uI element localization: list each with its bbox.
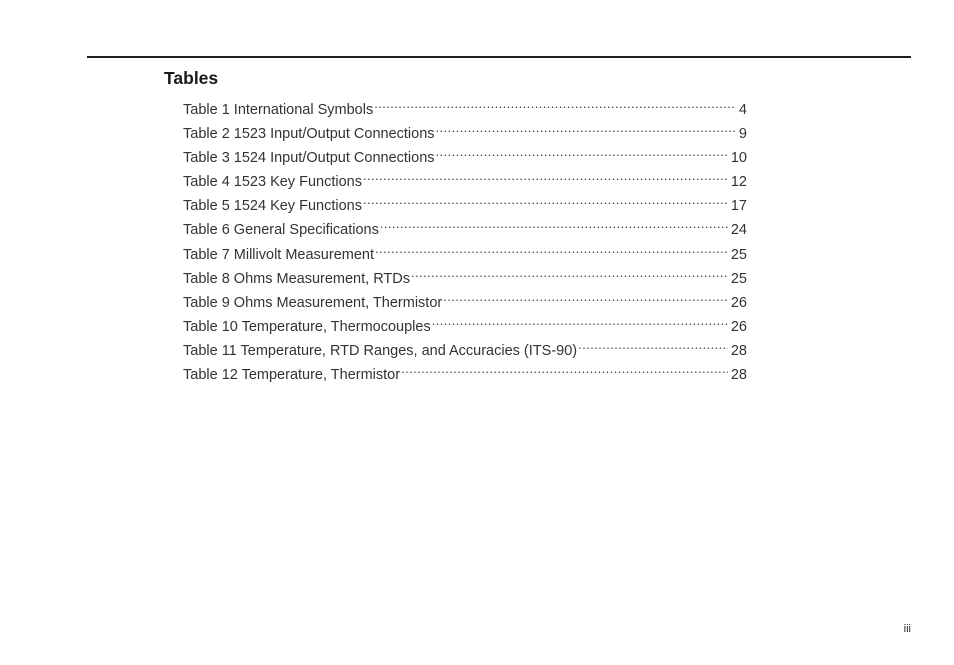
toc-entry-page: 25 [730,270,747,287]
page-number: iii [903,623,911,635]
toc-entry[interactable] [183,190,747,214]
dot-leader [401,359,728,379]
dot-leader [436,142,728,162]
toc-entry-title: Table 12 Temperature, Thermistor [183,367,401,384]
toc-entry-page: 10 [730,150,747,167]
toc-entry-page: 24 [730,222,747,239]
dot-leader [578,335,728,355]
toc-entry-title: Table 1 International Symbols [183,102,374,118]
toc-entry-title: Table 5 1524 Key Functions [183,198,362,215]
toc-entry-title: Table 6 General Specifications [183,222,379,239]
toc-entry-page: 9 [738,126,747,143]
toc-entry-title: Table 8 Ohms Measurement, RTDs [183,270,410,287]
toc-entry-title: Table 9 Ohms Measurement, Thermistor [183,294,443,311]
dot-leader [375,239,728,259]
toc-entry-page: 12 [730,174,747,191]
dot-leader [411,263,728,283]
toc-entry[interactable] [183,263,747,287]
toc-entry-title: Table 11 Temperature, RTD Ranges, and Accuracies (ITS-90) [183,342,578,359]
toc-entry-page: 26 [730,318,747,335]
toc-entry-title: Table 4 1523 Key Functions [183,174,362,191]
toc-entry[interactable] [183,94,747,118]
toc-entry-title: Table 7 Millivolt Measurement [183,246,374,263]
toc-entry-page: 28 [730,367,747,384]
dot-leader [432,311,728,331]
table-of-contents-list [183,94,747,383]
dot-leader [374,94,736,114]
dot-leader [363,190,728,210]
toc-entry[interactable] [183,239,747,263]
toc-entry[interactable] [183,166,747,190]
section-heading: Tables [164,68,219,88]
toc-entry-page: 25 [730,246,747,263]
toc-entry-title: Table 10 Temperature, Thermocouples [183,318,431,335]
toc-entry[interactable] [183,118,747,142]
dot-leader [436,118,736,138]
toc-entry[interactable] [183,142,747,166]
dot-leader [380,214,728,234]
toc-entry[interactable] [183,287,747,311]
toc-entry[interactable] [183,311,747,335]
dot-leader [443,287,728,307]
toc-entry-title: Table 3 1524 Input/Output Connections [183,150,435,167]
toc-entry-page: 4 [738,102,747,118]
toc-entry-page: 28 [730,342,747,359]
toc-entry-title: Table 2 1523 Input/Output Connections [183,126,435,143]
header-rule [87,56,911,58]
dot-leader [363,166,728,186]
toc-entry[interactable] [183,359,747,383]
toc-entry-page: 17 [730,198,747,215]
toc-entry[interactable] [183,214,747,238]
toc-entry[interactable] [183,335,747,359]
toc-entry-page: 26 [730,294,747,311]
